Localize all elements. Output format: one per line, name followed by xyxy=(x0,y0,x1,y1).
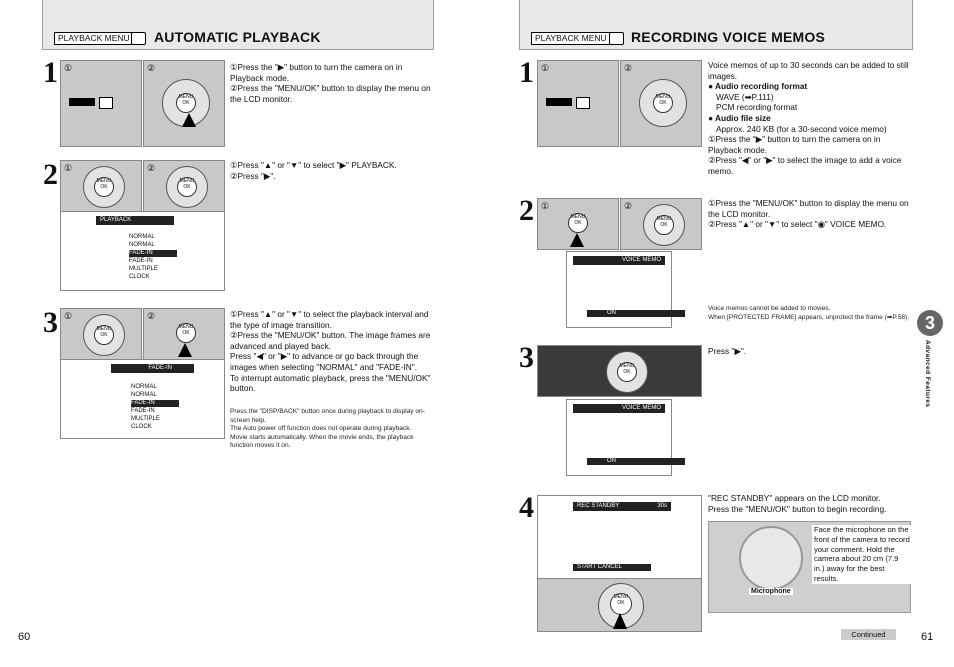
step-number: 3 xyxy=(519,341,534,374)
instruction-line: ①Press the "MENU/OK" button to display the menu on the LCD monitor. xyxy=(708,198,909,219)
step-mark: ① xyxy=(64,163,73,173)
format-line: PCM recording format xyxy=(716,102,798,113)
note-line: Press the "DISP/BACK" button once during playback to display on-screen help. xyxy=(230,408,425,424)
instruction-line: ②Press "▶". xyxy=(230,170,276,181)
lcd-row: NORMAL xyxy=(129,242,155,248)
camera-photo xyxy=(60,308,142,360)
arrow-icon xyxy=(69,98,95,106)
camera-photo xyxy=(537,578,702,632)
press-arrow-icon xyxy=(178,343,192,357)
press-arrow-icon xyxy=(613,613,627,629)
step-number: 2 xyxy=(43,158,58,191)
lcd-row-on: ON xyxy=(587,310,685,317)
menu-ok-button-icon: MENU OK xyxy=(94,177,114,197)
voice-memo-icon xyxy=(609,32,624,45)
menu-ok-button-icon: MENU OK xyxy=(177,177,197,197)
step-mark: ② xyxy=(147,163,156,173)
right-menu-tag: PLAYBACK MENU xyxy=(531,32,611,45)
playback-button-icon xyxy=(99,97,113,109)
step1-right-instructions xyxy=(708,60,911,177)
lcd-row: FADE-IN xyxy=(131,400,179,407)
lcd-title: VOICE MEMO xyxy=(573,256,665,265)
lcd-screen xyxy=(566,399,672,476)
step-mark: ① xyxy=(64,63,73,73)
playback-button-icon xyxy=(576,97,590,109)
microphone-description: Face the microphone on the front of the camera to record your comment. Hold the camera about 20 cm (7.9 in.) away for the best results. xyxy=(812,525,912,584)
step3-instructions xyxy=(230,309,433,394)
step4-right-instructions xyxy=(708,493,918,514)
size-line: Approx. 240 KB (for a 30-second voice memo) xyxy=(716,123,887,134)
note-line: The Auto power off function does not operate during playback. xyxy=(230,425,412,433)
lcd-row: NORMAL xyxy=(131,384,157,390)
step-mark: ① xyxy=(64,311,73,321)
instruction-line: ②Press the "MENU/OK" button. The image frames are advanced and played back. xyxy=(230,330,431,351)
step3-right-instructions: Press "▶". xyxy=(708,346,747,356)
note-line: When [PROTECTED FRAME] appears, unprotect the frame (➡P.58). xyxy=(708,313,910,321)
instruction-line: ②Press the "MENU/OK" button to display the menu on the LCD monitor. xyxy=(230,83,431,104)
menu-ok-button-icon: MENU OK xyxy=(654,215,674,235)
instruction-line: Press the "MENU/OK" button to begin recording. xyxy=(708,503,887,514)
step-mark: ① xyxy=(541,201,550,211)
playback-icon xyxy=(131,32,146,45)
right-section-title: RECORDING VOICE MEMOS xyxy=(631,29,825,45)
lcd-row: FADE-IN xyxy=(129,258,153,264)
step-number: 4 xyxy=(519,491,534,524)
lcd-row: CLOCK xyxy=(129,274,150,280)
arrow-icon xyxy=(546,98,572,106)
step3-notes xyxy=(230,408,433,451)
step-mark: ② xyxy=(147,311,156,321)
menu-ok-button-icon: MENU OK xyxy=(653,93,673,113)
step2-notes xyxy=(708,305,911,322)
instruction-line: ①Press "▲" or "▼" to select "▶" PLAYBACK. xyxy=(230,160,397,170)
lcd-row: NORMAL xyxy=(129,234,155,240)
lcd-row: FADE-IN xyxy=(131,408,155,414)
intro-line: Voice memos of up to 30 seconds can be added to still images. xyxy=(708,60,909,81)
step-number: 3 xyxy=(43,306,58,339)
left-section-title: AUTOMATIC PLAYBACK xyxy=(154,29,321,45)
press-arrow-icon xyxy=(182,113,196,127)
camera-photo xyxy=(620,60,702,147)
instruction-line: "REC STANDBY" appears on the LCD monitor. xyxy=(708,493,881,503)
step1-instructions xyxy=(230,62,433,104)
camera-photo xyxy=(537,60,619,147)
lcd-row: MULTIPLE xyxy=(131,416,160,422)
step-number: 1 xyxy=(43,56,58,89)
camera-lens-icon xyxy=(739,526,803,590)
lcd-row: MULTIPLE xyxy=(129,266,158,272)
lcd-row: CLOCK xyxy=(131,424,152,430)
lcd-counter: 30s xyxy=(657,503,667,509)
menu-ok-button-icon: MENU OK xyxy=(94,325,114,345)
size-heading: ● Audio file size xyxy=(708,112,771,123)
menu-ok-button-icon: MENU OK xyxy=(176,93,196,113)
lcd-screen xyxy=(60,359,225,439)
left-menu-tag: PLAYBACK MENU xyxy=(54,32,134,45)
step-mark: ② xyxy=(624,63,633,73)
camera-photo xyxy=(537,198,619,250)
page-number-left: 60 xyxy=(18,631,31,643)
instruction-line: To interrupt automatic playback, press the "MENU/OK" button. xyxy=(230,372,431,394)
menu-ok-button-icon: MENU OK xyxy=(610,593,632,615)
step-mark: ② xyxy=(147,63,156,73)
lcd-screen xyxy=(537,495,702,579)
lcd-screen xyxy=(566,251,672,328)
note-line: Movie starts automatically. When the movie ends, the playback function moves it on. xyxy=(230,433,414,450)
lcd-screen xyxy=(60,211,225,291)
lcd-footer: START CANCEL xyxy=(573,564,651,571)
microphone-illustration xyxy=(708,521,911,613)
camera-photo xyxy=(537,345,702,397)
step2-right-instructions xyxy=(708,198,911,230)
lcd-title: FADE-IN xyxy=(111,364,194,373)
instruction-line: ①Press "▲" or "▼" to select the playback interval and the type of image transition. xyxy=(230,309,429,330)
camera-photo xyxy=(143,160,225,212)
camera-photo xyxy=(143,60,225,147)
microphone-label: Microphone xyxy=(751,588,791,595)
format-line: WAVE (➡P.111) xyxy=(716,91,774,102)
page-number-right: 61 xyxy=(921,631,934,643)
lcd-title: REC STANDBY 30s xyxy=(573,502,671,511)
note-line: Voice memos cannot be added to movies. xyxy=(708,305,831,312)
continued-label: Continued xyxy=(841,629,896,640)
instruction-line: ①Press the "▶" button to turn the camera on in Playback mode. xyxy=(230,62,403,83)
step-number: 2 xyxy=(519,194,534,227)
camera-photo xyxy=(60,160,142,212)
step2-instructions xyxy=(230,160,433,181)
step-mark: ① xyxy=(541,63,550,73)
instruction-line: ①Press the "▶" button to turn the camera on in Playback mode. xyxy=(708,134,881,155)
format-heading: ● Audio recording format xyxy=(708,81,808,92)
step-mark: ② xyxy=(624,201,633,211)
camera-photo xyxy=(620,198,702,250)
lcd-title: PLAYBACK xyxy=(96,216,174,225)
menu-ok-button-icon: MENU OK xyxy=(617,362,637,382)
menu-ok-button-icon: MENU OK xyxy=(176,323,196,343)
lcd-title: VOICE MEMO xyxy=(573,404,665,413)
menu-ok-button-icon: MENU OK xyxy=(568,213,588,233)
step-number: 1 xyxy=(519,56,534,89)
instruction-line: Press "◀" or "▶" to advance or go back through the images when selecting "NORMAL" and "FADE-IN". xyxy=(230,351,419,372)
lcd-row: NORMAL xyxy=(131,392,157,398)
instruction-line: ②Press "▲" or "▼" to select "◉" VOICE MEMO. xyxy=(708,219,887,230)
instruction-line: ②Press "◀" or "▶" to select the image to add a voice memo. xyxy=(708,155,902,176)
chapter-tab: 3 xyxy=(917,310,943,336)
press-arrow-icon xyxy=(570,233,584,247)
camera-photo xyxy=(143,308,225,360)
lcd-row: FADE-IN xyxy=(129,250,177,257)
lcd-row-on: ON xyxy=(587,458,685,465)
camera-photo xyxy=(60,60,142,147)
chapter-label: Advanced Features xyxy=(924,340,931,408)
